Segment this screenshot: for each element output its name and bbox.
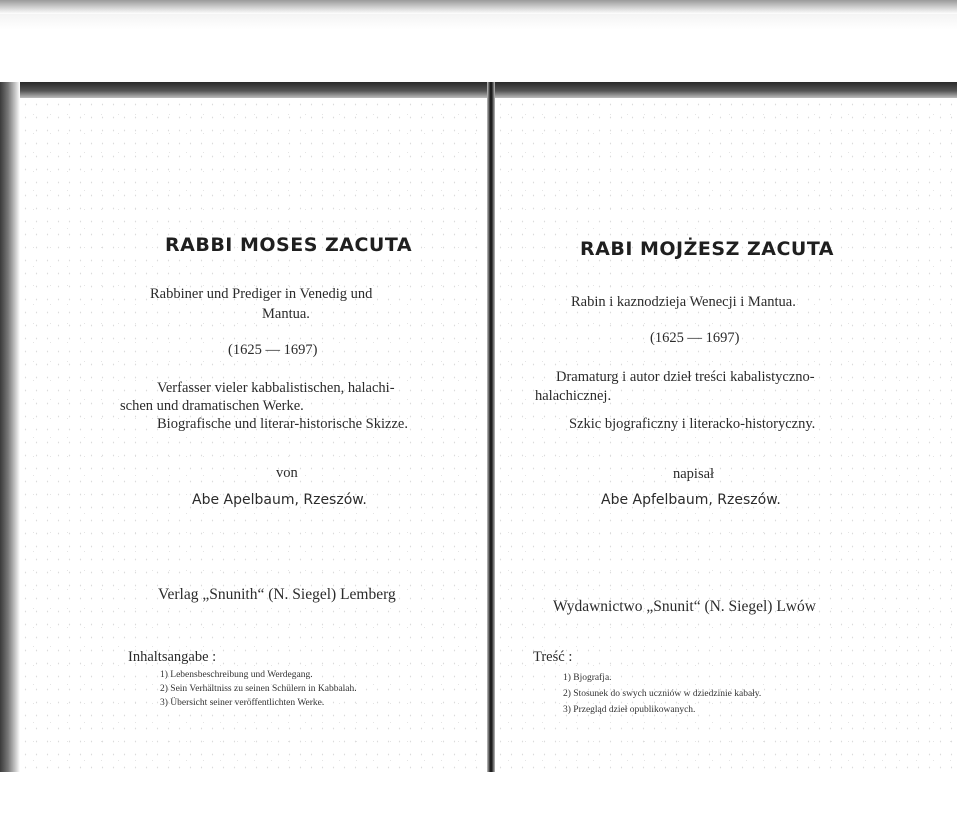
right-dates: (1625 — 1697): [650, 330, 740, 346]
right-description-line-3: Szkic bjograficzny i literacko-historyczny.: [569, 416, 816, 432]
right-author: Abe Apfelbaum, Rzeszów.: [601, 492, 781, 508]
book-top-edge: [0, 82, 957, 98]
right-subtitle: Rabin i kaznodzieja Wenecji i Mantua.: [571, 294, 796, 310]
left-subtitle-line-2: Mantua.: [262, 306, 310, 322]
right-by-word: napisał: [673, 466, 715, 482]
right-publisher: Wydawnictwo „Snunit“ (N. Siegel) Lwów: [553, 598, 816, 615]
book-spine: [487, 82, 495, 772]
left-contents-item-1: 1) Lebensbeschreibung und Werdegang.: [160, 670, 313, 680]
right-page-title: RABI MOJŻESZ ZACUTA: [580, 238, 835, 260]
scan-margin: [0, 14, 957, 30]
left-publisher: Verlag „Snunith“ (N. Siegel) Lemberg: [158, 586, 396, 603]
scan-noise: [495, 98, 957, 772]
left-by-word: von: [276, 465, 298, 481]
left-contents-item-3: 3) Übersicht seiner veröffentlichten Werke.: [160, 698, 325, 708]
left-author: Abe Apelbaum, Rzeszów.: [192, 492, 367, 508]
right-contents-item-2: 2) Stosunek do swych uczniów w dziedzinie kabały.: [563, 689, 762, 699]
left-contents-item-2: 2) Sein Verhältniss zu seinen Schülern in Kabbalah.: [160, 684, 357, 694]
right-contents-heading: Treść :: [533, 649, 573, 665]
left-description-line-2: schen und dramatischen Werke.: [120, 398, 304, 414]
right-page: [495, 98, 957, 772]
right-contents-item-3: 3) Przegląd dzieł opublikowanych.: [563, 705, 696, 715]
left-page: [20, 98, 487, 772]
right-description-line-2: halachicznej.: [535, 388, 612, 404]
book-left-edge: [0, 82, 20, 772]
left-dates: (1625 — 1697): [228, 342, 318, 358]
left-description-line-1: Verfasser vieler kabbalistischen, halachi-: [157, 380, 395, 396]
left-page-title: RABBI MOSES ZACUTA: [165, 234, 413, 256]
left-subtitle-line-1: Rabbiner und Prediger in Venedig und: [150, 286, 373, 302]
right-contents-item-1: 1) Bjografja.: [563, 673, 612, 683]
scan-top-edge: [0, 0, 957, 14]
book-spread: [0, 82, 957, 772]
left-description-line-3: Biografische und literar-historische Skizze.: [157, 416, 408, 432]
right-description-line-1: Dramaturg i autor dzieł treści kabalistyczno-: [556, 369, 815, 385]
left-contents-heading: Inhaltsangabe :: [128, 649, 217, 665]
